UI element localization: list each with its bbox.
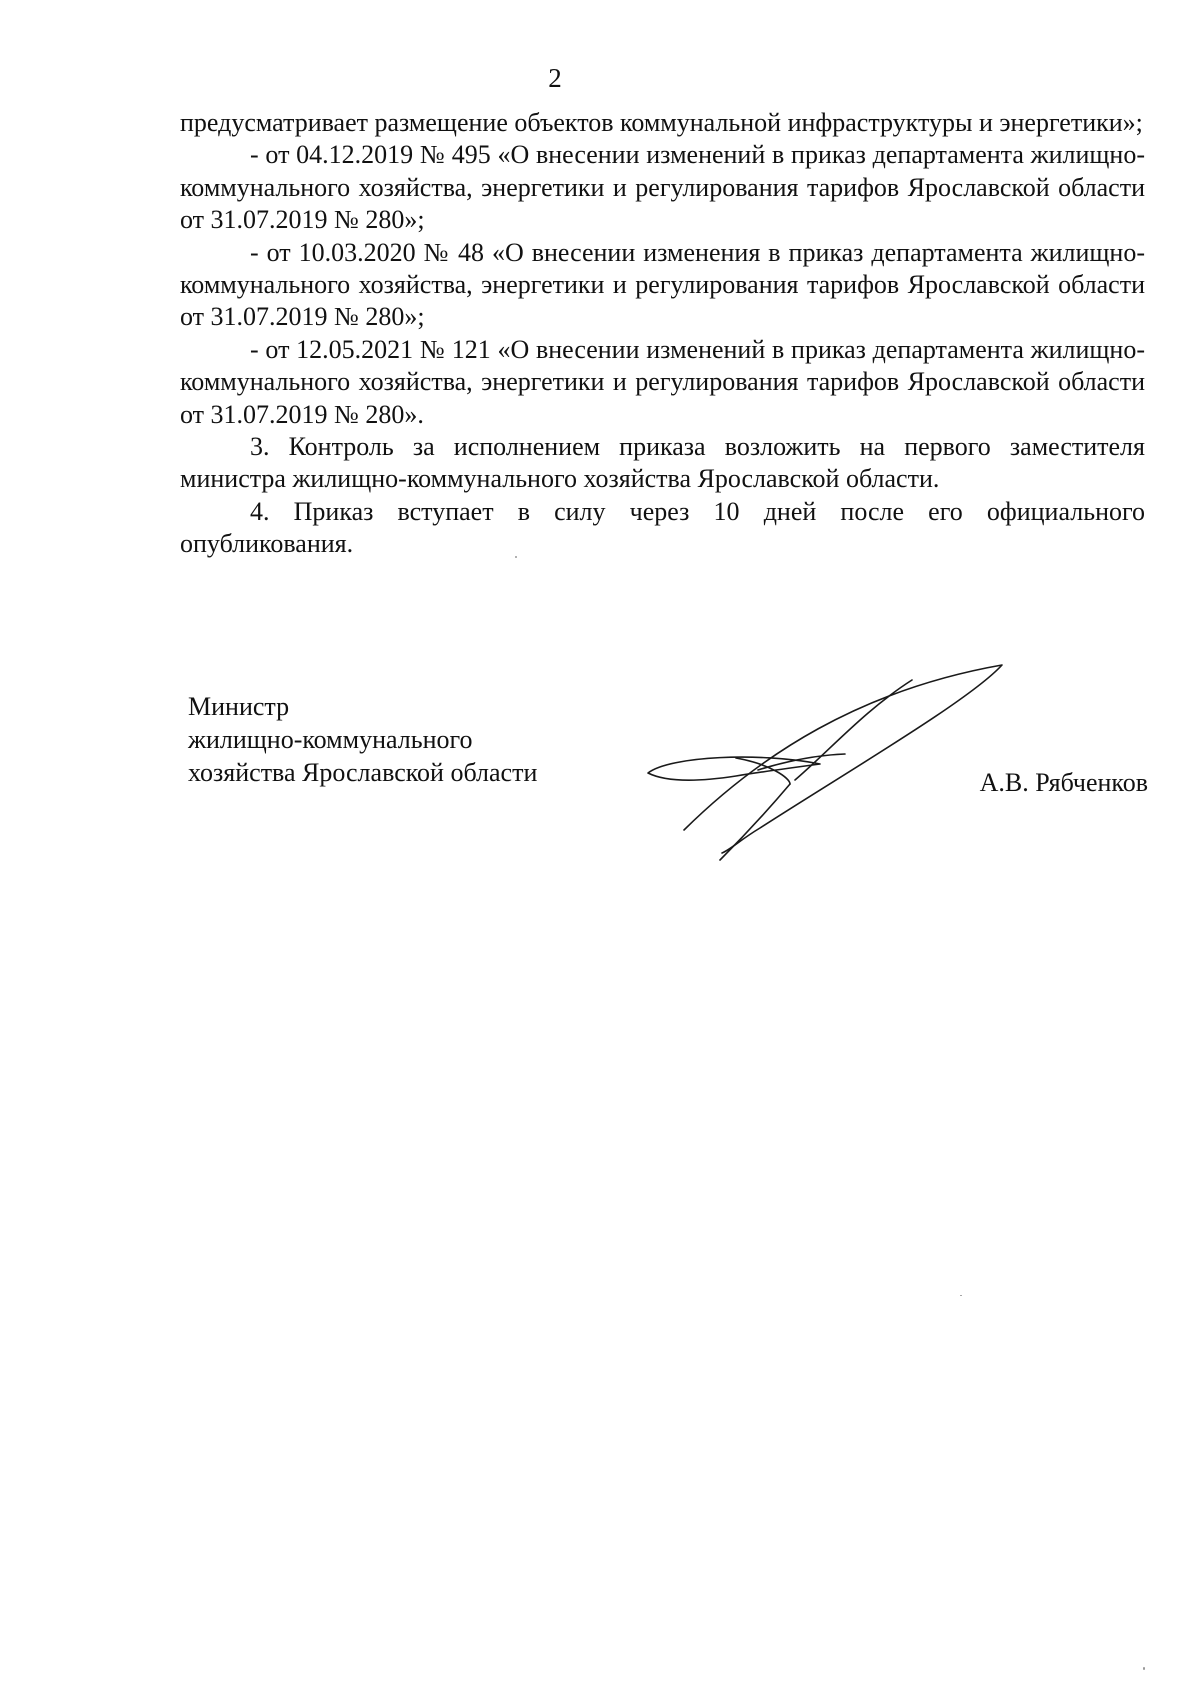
paragraph-order-48: - от 10.03.2020 № 48 «О внесении изменения в приказ департамента жилищно-коммунального хозяйства, энергетики и регулирования тарифов Ярославской области от 31.07.2019 № 280»; (180, 237, 1145, 332)
scan-speck (1143, 1667, 1145, 1670)
paragraph-continuation: предусматривает размещение объектов коммунальной инфраструктуры и энергетики»; (180, 108, 1143, 137)
scan-speck (960, 1295, 962, 1296)
scan-speck (515, 556, 517, 558)
signatory-title (188, 690, 537, 789)
paragraph-order-495: - от 04.12.2019 № 495 «О внесении изменений в приказ департамента жилищно-коммунального хозяйства, энергетики и регулирования тарифов Ярославской области от 31.07.2019 № 280»; (180, 140, 1145, 235)
paragraph-order-121: - от 12.05.2021 № 121 «О внесении изменений в приказ департамента жилищно-коммунального хозяйства, энергетики и регулирования тарифов Ярославской области от 31.07.2019 № 280». (180, 334, 1145, 429)
paragraph-control-clause: 3. Контроль за исполнением приказа возложить на первого заместителя министра жилищно-коммунального хозяйства Ярославской области. (180, 432, 1145, 494)
signatory-title-line: Министр (188, 692, 290, 721)
signatory-title-line: хозяйства Ярославской области (188, 758, 538, 787)
handwritten-signature (640, 660, 1020, 870)
page-number: 2 (548, 63, 562, 93)
signatory-name: А.В. Рябченков (979, 768, 1148, 797)
signatory-title-line: жилищно-коммунального (188, 725, 473, 754)
document-body (180, 107, 1145, 561)
paragraph-effective-clause: 4. Приказ вступает в силу через 10 дней после его официального опубликования. (180, 496, 1145, 559)
